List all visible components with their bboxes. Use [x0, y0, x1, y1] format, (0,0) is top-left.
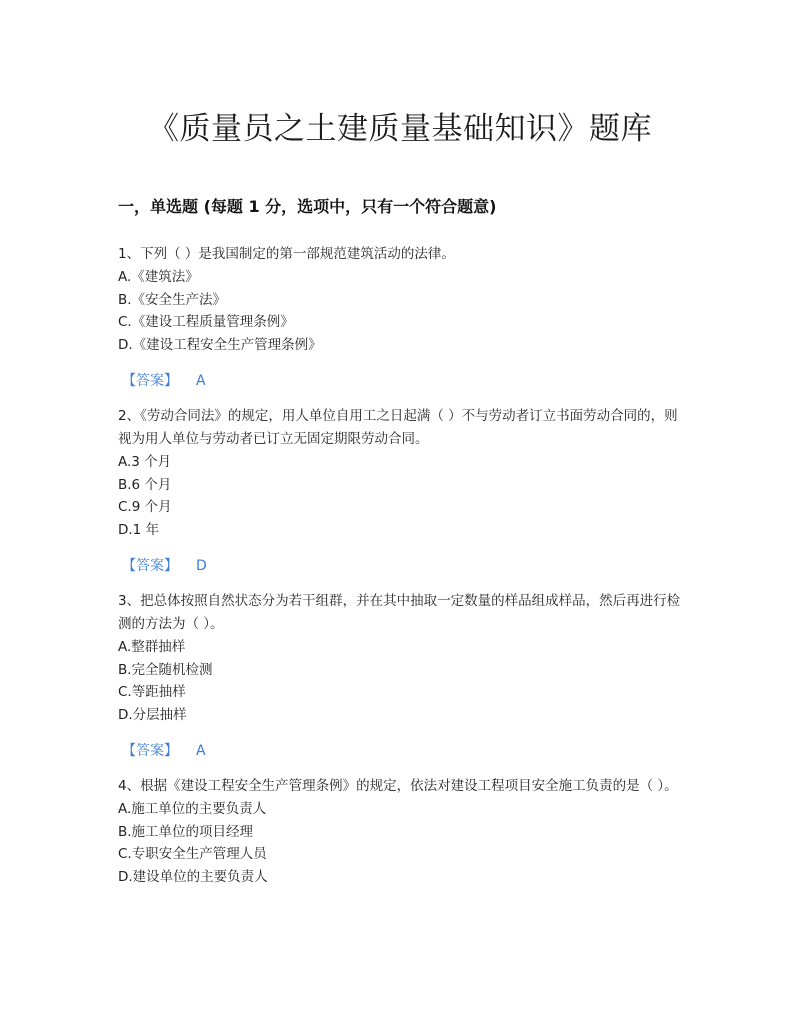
section-heading: 一，单选题 (每题 1 分，选项中，只有一个符合题意)	[118, 197, 497, 216]
option-list	[118, 451, 683, 541]
question-item	[118, 775, 683, 888]
document-title: 《质量员之土建质量基础知识》题库	[148, 111, 652, 147]
option-a: A.施工单位的主要负责人	[118, 801, 267, 817]
option-d: D.分层抽样	[118, 706, 187, 723]
answer-row	[118, 555, 683, 577]
option-c: C.《建设工程质量管理条例》	[118, 314, 294, 330]
option-a: A.3 个月	[118, 454, 172, 470]
answer-label: 【答案】	[122, 558, 178, 574]
answer-row	[118, 740, 683, 762]
answer-row	[118, 370, 683, 392]
question-stem: 2、《劳动合同法》的规定，用人单位自用工之日起满（ ）不与劳动者订立书面劳动合同的，则视为用人单位与劳动者已订立无固定期限劳动合同。	[118, 408, 678, 447]
option-d: D.建设单位的主要负责人	[118, 868, 268, 885]
question-item	[118, 590, 683, 762]
option-d: D.1 年	[118, 521, 160, 538]
answer-label: 【答案】	[122, 743, 178, 759]
question-stem: 4、根据《建设工程安全生产管理条例》的规定，依法对建设工程项目安全施工负责的是（ ）。	[118, 778, 678, 794]
question-item	[118, 405, 683, 577]
option-c: C.等距抽样	[118, 684, 186, 700]
option-b: B.6 个月	[118, 476, 172, 493]
option-c: C.9 个月	[118, 499, 172, 515]
option-list	[118, 636, 683, 726]
answer-label: 【答案】	[122, 373, 178, 389]
question-item	[118, 243, 683, 392]
option-b: B.施工单位的项目经理	[118, 823, 254, 840]
option-c: C.专职安全生产管理人员	[118, 846, 267, 862]
option-list	[118, 798, 683, 888]
option-a: A.整群抽样	[118, 639, 186, 655]
answer-value: D	[196, 558, 207, 574]
option-a: A.《建筑法》	[118, 269, 199, 285]
answer-value: A	[196, 743, 206, 759]
option-b: B.完全随机检测	[118, 661, 213, 678]
option-d: D.《建设工程安全生产管理条例》	[118, 336, 322, 353]
option-b: B.《安全生产法》	[118, 291, 227, 308]
question-stem: 1、下列（ ）是我国制定的第一部规范建筑活动的法律。	[118, 246, 455, 262]
option-list	[118, 266, 683, 356]
question-stem: 3、把总体按照自然状态分为若干组群，并在其中抽取一定数量的样品组成样品，然后再进行检测的方法为（ ）。	[118, 593, 681, 632]
answer-value: A	[196, 373, 206, 389]
